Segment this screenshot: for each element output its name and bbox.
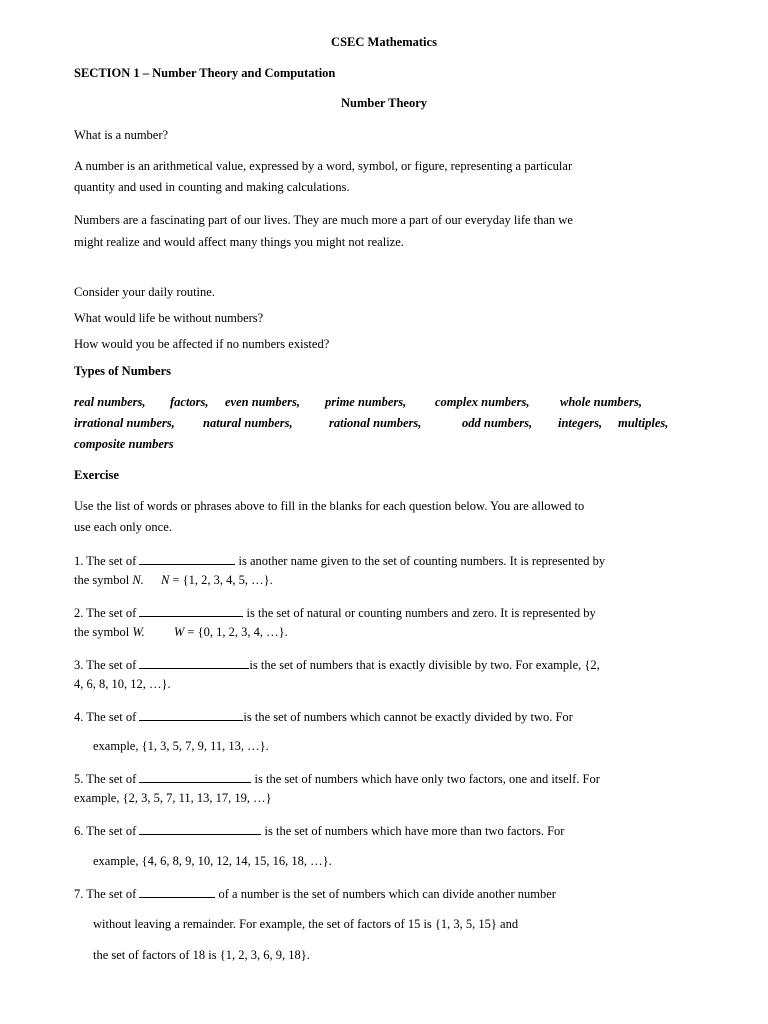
document-title: CSEC Mathematics <box>331 35 437 49</box>
intro-question: What is a number? <box>74 128 169 142</box>
answer-blank[interactable] <box>139 708 243 721</box>
exercise-instructions-2: use each only once. <box>74 520 172 534</box>
word-bank-item: odd numbers, <box>462 416 533 430</box>
word-bank-item: prime numbers, <box>325 395 407 409</box>
reflection-question-1: What would life be without numbers? <box>74 311 264 325</box>
question-2-line-1: 2. The set of is the set of natural or counting numbers and zero. It is represented by <box>74 606 596 620</box>
word-bank-item: complex numbers, <box>435 395 530 409</box>
answer-blank[interactable] <box>139 656 249 669</box>
exercise-instructions-1: Use the list of words or phrases above to fill in the blanks for each question below. You are allowed to <box>74 499 585 513</box>
question-6-line-2: example, {4, 6, 8, 9, 10, 12, 14, 15, 16, 18, …}. <box>93 854 332 868</box>
consider-line: Consider your daily routine. <box>74 285 215 299</box>
definition-line-2: quantity and used in counting and making calculations. <box>74 180 350 194</box>
answer-blank[interactable] <box>139 770 251 783</box>
definition-line-1: A number is an arithmetical value, expressed by a word, symbol, or figure, representing a particular <box>74 159 573 173</box>
answer-blank[interactable] <box>139 604 243 617</box>
paragraph-line-1: Numbers are a fascinating part of our lives. They are much more a part of our everyday life than we <box>74 213 573 227</box>
word-bank-item: irrational numbers, <box>74 416 175 430</box>
answer-blank[interactable] <box>139 822 261 835</box>
question-5-line-2: example, {2, 3, 5, 7, 11, 13, 17, 19, …} <box>74 791 272 805</box>
word-bank-item: natural numbers, <box>203 416 293 430</box>
section-heading: SECTION 1 – Number Theory and Computation <box>74 66 336 80</box>
word-bank-item: integers, <box>558 416 603 430</box>
question-6-line-1: 6. The set of is the set of numbers which have more than two factors. For <box>74 824 565 838</box>
reflection-question-2: How would you be affected if no numbers existed? <box>74 337 330 351</box>
question-7-line-1: 7. The set of of a number is the set of numbers which can divide another number <box>74 887 556 901</box>
exercise-heading: Exercise <box>74 468 119 482</box>
paragraph-line-2: might realize and would affect many things you might not realize. <box>74 235 404 249</box>
word-bank-item: multiples, <box>618 416 669 430</box>
question-7-line-2: without leaving a remainder. For example, the set of factors of 15 is {1, 3, 5, 15} and <box>93 917 519 931</box>
question-5-line-1: 5. The set of is the set of numbers which have only two factors, one and itself. For <box>74 772 600 786</box>
word-bank-item: real numbers, <box>74 395 146 409</box>
word-bank-item: whole numbers, <box>560 395 642 409</box>
question-1-line-1: 1. The set of is another name given to the set of counting numbers. It is represented by <box>74 554 606 568</box>
question-7-line-3: the set of factors of 18 is {1, 2, 3, 6, 9, 18}. <box>93 948 310 962</box>
question-1-line-2: the symbol N. N = {1, 2, 3, 4, 5, …}. <box>74 573 273 587</box>
word-bank-item: even numbers, <box>225 395 300 409</box>
section-subtitle: Number Theory <box>341 96 427 110</box>
question-4-line-2: example, {1, 3, 5, 7, 9, 11, 13, …}. <box>93 739 269 753</box>
word-bank-item: rational numbers, <box>329 416 422 430</box>
answer-blank[interactable] <box>139 552 235 565</box>
answer-blank[interactable] <box>139 885 215 898</box>
word-bank-item: composite numbers <box>74 437 174 451</box>
question-2-line-2: the symbol W. W = {0, 1, 2, 3, 4, …}. <box>74 625 288 639</box>
word-bank-item: factors, <box>170 395 209 409</box>
question-3-line-2: 4, 6, 8, 10, 12, …}. <box>74 677 171 691</box>
question-3-line-1: 3. The set of is the set of numbers that is exactly divisible by two. For example, {2, <box>74 658 600 672</box>
question-4-line-1: 4. The set of is the set of numbers which cannot be exactly divided by two. For <box>74 710 573 724</box>
types-heading: Types of Numbers <box>74 364 171 378</box>
